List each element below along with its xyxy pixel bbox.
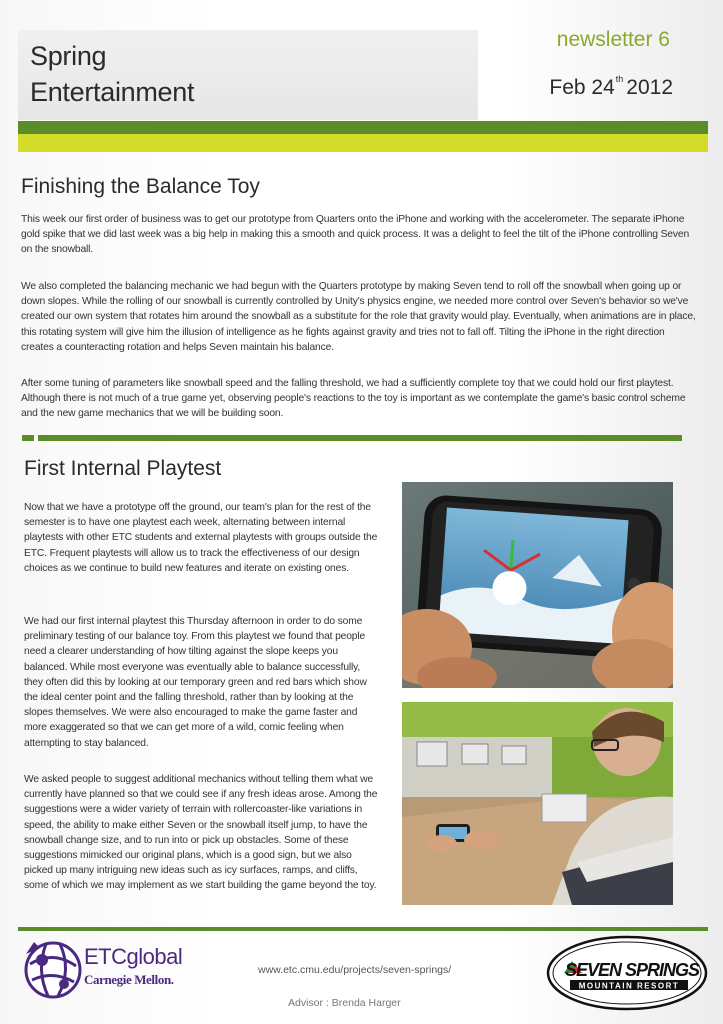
header-bar-dark	[18, 121, 708, 134]
iphone-gameplay-photo	[402, 482, 673, 688]
advisor-credit: Advisor : Brenda Harger	[288, 997, 401, 1009]
newsletter-title	[30, 38, 194, 110]
section-divider-mark	[22, 435, 34, 441]
footer-rule	[18, 927, 708, 931]
carnegie-mellon-logo-text: Carnegie Mellon.	[84, 972, 174, 987]
section1-paragraph-2: We also completed the balancing mechanic we had begun with the Quarters prototype by making Seven tend to roll off the snowball when going up or down slopes. While the rolling of our snowball is currently controlled by Unity's physics engine, we needed more control over Seven's behavior so we've created our own system that rotates him around the snowball as a substitute for the role that gravity would play. Eventually, when animations are in place, this rotating system will give him the illusion of intelligence as he fights against gravity and tries not to fall off. Tilting the iPhone in the right direction creates a counteracting rotation and helps Seven maintain his balance.	[21, 281, 696, 353]
title-line-2: Entertainment	[30, 77, 195, 107]
issue-date	[549, 74, 673, 100]
title-line-1: Spring	[30, 41, 107, 71]
header-bar-light	[18, 134, 708, 152]
section1-paragraph-1: This week our first order of business was to get our prototype from Quarters onto the iPhone and working with the accelerometer. The separate iPhone gold spike that we did last week was a big help in making this a smooth and quick process. It was a delight to feel the tilt of the iPhone controlling Seven on the snowball.	[21, 214, 690, 256]
ss-logo-subtext: MOUNTAIN RESORT	[578, 981, 680, 991]
section-heading-playtest: First Internal Playtest	[24, 457, 222, 480]
playtest-photo	[402, 702, 673, 905]
section-divider	[38, 435, 682, 441]
section2-paragraph-3: We asked people to suggest additional mechanics without telling them what we currently have planned so that we could see if any fresh ideas arose. Among the suggestions were a wider variety of terrain with rollercoaster-like variations in speed, the ability to make either Seven or the snowball itself jump, to have the snowball change size, and to run into or pick up obstacles. Some of these suggestions mimicked our original plans, which is a good sign, but we also picked up many intriguing new ideas such as icy surfaces, ramps, and cliffs, some of which we may implement as we start building the game beyond the toy.	[24, 774, 378, 892]
etc-global-logo-text: ETCglobal	[84, 944, 183, 969]
ss-logo-text: SEVEN SPRINGS	[564, 960, 700, 980]
section1-paragraph-3: After some tuning of parameters like snowball speed and the falling threshold, we had a sufficiently complete toy that we could hold our first playtest. Although there is not much of a true game yet, observing people's reactions to the toy is important as we contemplate the game's basic control scheme and the new game mechanics that we will be building soon.	[21, 378, 686, 420]
date-suffix: th	[615, 74, 624, 84]
section2-paragraph-2: We had our first internal playtest this Thursday afternoon in order to do some preliminary testing of our balance toy. From this playtest we found that people need a clearer understanding of how tilting against the slope keeps you balanced. While most everyone was eventually able to balance successfully, they often did this by looking at our temporary green and red bars which show the ideal center point and the falling threshold, rather than by looking at the slopes themselves. We were also encouraged to make the game faster and more exaggerated so that we can get more of a wild, comic feeling when attempting to stay balanced.	[24, 616, 367, 749]
section-heading-balance-toy: Finishing the Balance Toy	[21, 175, 260, 198]
date-month-day: Feb 24	[549, 76, 615, 99]
section2-paragraph-1: Now that we have a prototype off the ground, our team's plan for the rest of the semester is to have one playtest each week, alternating between internal playtests with other ETC students and external playtests with groups outside the ETC. Frequent playtests will allow us to track the effectiveness of our design choices as we continue to build new features and iterate on existing ones.	[24, 502, 378, 574]
issue-number: newsletter 6	[556, 28, 670, 51]
seven-springs-logo	[546, 935, 708, 1011]
date-year: 2012	[626, 76, 673, 99]
project-url: www.etc.cmu.edu/projects/seven-springs/	[258, 964, 452, 976]
